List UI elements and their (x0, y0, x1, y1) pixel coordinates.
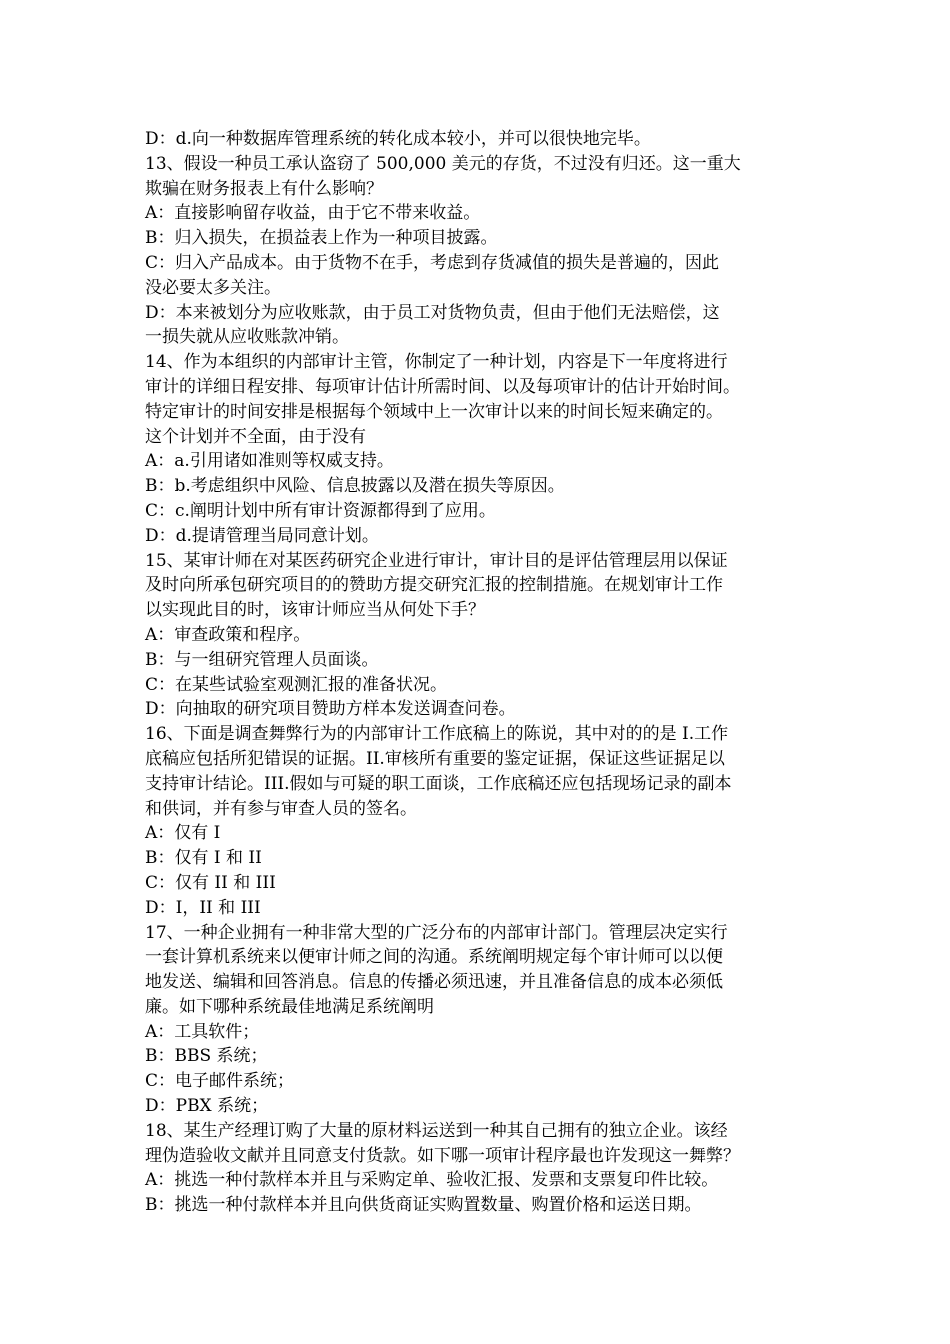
text-line: 地发送、编辑和回答消息。信息的传播必须迅速，并且准备信息的成本必须低 (145, 972, 723, 993)
text-line: 这个计划并不全面，由于没有 (145, 426, 366, 447)
text-line: 特定审计的时间安排是根据每个领域中上一次审计以来的时间长短来确定的。 (145, 401, 723, 422)
option-a: A：挑选一种付款样本并且与采购定单、验收汇报、发票和支票复印件比较。 (145, 1170, 719, 1191)
option-c: C：仅有 II 和 III (145, 872, 276, 893)
text-line: 和供词，并有参与审查人员的签名。 (145, 798, 417, 819)
text-line: 没必要太多关注。 (145, 277, 281, 298)
option-c: C：在某些试验室观测汇报的准备状况。 (145, 674, 448, 695)
option-c: C：归入产品成本。由于货物不在手，考虑到存货减值的损失是普遍的，因此 (145, 252, 720, 273)
option-a: A：a.引用诸如准则等权威支持。 (145, 451, 394, 472)
option-a: A：审查政策和程序。 (145, 624, 311, 645)
text-line: 廉。如下哪种系统最佳地满足系统阐明 (145, 996, 434, 1017)
document-page (145, 127, 810, 1218)
question-14-stem: 14、作为本组织的内部审计主管，你制定了一种计划，内容是下一年度将进行 (145, 352, 728, 373)
option-c: C：电子邮件系统； (145, 1071, 295, 1092)
option-d: D：I，II 和 III (145, 897, 261, 918)
text-line: 理伪造验收文献并且同意支付货款。如下哪一项审计程序最也许发现这一舞弊？ (145, 1145, 740, 1166)
option-d: D：向抽取的研究项目赞助方样本发送调查问卷。 (145, 699, 516, 720)
text-line: 支持审计结论。III.假如与可疑的职工面谈，工作底稿还应包括现场记录的副本 (145, 773, 732, 794)
question-13-stem: 13、假设一种员工承认盗窃了 500,000 美元的存货，不过没有归还。这一重大 (145, 153, 741, 174)
option-a: A：工具软件； (145, 1021, 260, 1042)
text-line: 底稿应包括所犯错误的证据。II.审核所有重要的鉴定证据，保证这些证据足以 (145, 748, 725, 769)
text-line: 以实现此目的时，该审计师应当从何处下手？ (145, 600, 485, 621)
option-a: A：直接影响留存收益，由于它不带来收益。 (145, 203, 481, 224)
text-line: 及时向所承包研究项目的的赞助方提交研究汇报的控制措施。在规划审计工作 (145, 575, 723, 596)
text-line: 欺骗在财务报表上有什么影响？ (145, 178, 383, 199)
option-b: B：BBS 系统； (145, 1046, 268, 1067)
question-15-stem: 15、某审计师在对某医药研究企业进行审计，审计目的是评估管理层用以保证 (145, 550, 728, 571)
question-17-stem: 17、一种企业拥有一种非常大型的广泛分布的内部审计部门。管理层决定实行 (145, 922, 728, 943)
text-line: 一套计算机系统来以便审计师之间的沟通。系统阐明规定每个审计师可以以便 (145, 947, 723, 968)
option-a: A：仅有 I (145, 823, 221, 844)
option-b: B：b.考虑组织中风险、信息披露以及潜在损失等原因。 (145, 476, 565, 497)
option-d: D：d.提请管理当局同意计划。 (145, 525, 379, 546)
question-18-stem: 18、某生产经理订购了大量的原材料运送到一种其自己拥有的独立企业。该经 (145, 1120, 728, 1141)
text-line: 审计的详细日程安排、每项审计估计所需时间、以及每项审计的估计开始时间。 (145, 376, 740, 397)
text-line: 一损失就从应收账款冲销。 (145, 327, 349, 348)
option-b: B：归入损失，在损益表上作为一种项目披露。 (145, 228, 498, 249)
option-b: B：与一组研究管理人员面谈。 (145, 649, 379, 670)
option-c: C：c.阐明计划中所有审计资源都得到了应用。 (145, 500, 496, 521)
option-b: B：仅有 I 和 II (145, 848, 262, 869)
question-16-stem: 16、下面是调查舞弊行为的内部审计工作底稿上的陈说，其中对的的是 I.工作 (145, 724, 729, 745)
text-line: D：d.向一种数据库管理系统的转化成本较小，并可以很快地完毕。 (145, 129, 651, 149)
option-b: B：挑选一种付款样本并且向供货商证实购置数量、购置价格和运送日期。 (145, 1195, 702, 1216)
option-d: D：本来被划分为应收账款，由于员工对货物负责，但由于他们无法赔偿，这 (145, 302, 720, 323)
option-d: D：PBX 系统； (145, 1096, 269, 1117)
